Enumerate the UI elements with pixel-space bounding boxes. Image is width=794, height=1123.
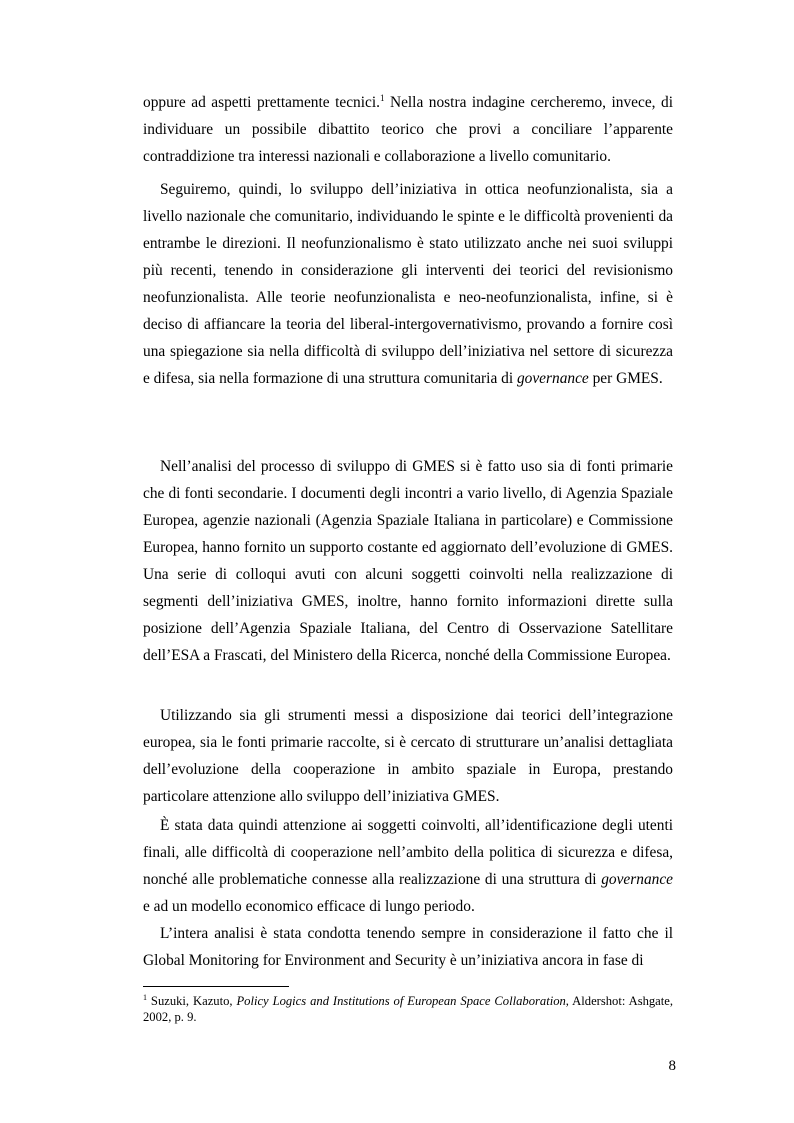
paragraph-5-text-end: e ad un modello economico efficace di lungo periodo. xyxy=(143,898,475,915)
paragraph-1 xyxy=(143,89,673,170)
paragraph-2 xyxy=(143,176,673,392)
footnote-marker: 1 xyxy=(143,992,147,1002)
paragraph-2-text: Seguiremo, quindi, lo sviluppo dell’iniziativa in ottica neofunzionalista, sia a livello nazionale che comunitario, individuando le spinte e le difficoltà provenienti da entrambe le direzioni. Il neofunzionalismo è stato utilizzato anche nei suoi sviluppi più recenti, tenendo in considerazione gli interventi dei teorici del revisionismo neofunzionalista. Alle teorie neofunzionalista e neo-neofunzionalista, infine, si è deciso di affiancare la teoria del liberal-intergovernativismo, provando a fornire così una spiegazione sia nella difficoltà di sviluppo dell’iniziativa nel settore di sicurezza e difesa, sia nella formazione di una struttura comunitaria di xyxy=(143,181,673,387)
footnote-separator xyxy=(143,986,289,987)
paragraph-4 xyxy=(143,702,673,810)
paragraph-3-text: Nell’analisi del processo di sviluppo di GMES si è fatto uso sia di fonti primarie che di fonti secondarie. I documenti degli incontri a vario livello, di Agenzia Spaziale Europea, agenzie nazionali (Agenzia Spaziale Italiana in particolare) e Commissione Europea, hanno fornito un supporto costante ed aggiornato dell’evoluzione di GMES. Una serie di colloqui avuti con alcuni soggetti coinvolti nella realizzazione di segmenti dell’iniziativa GMES, inoltre, hanno fornito informazioni dirette sulla posizione dell’Agenzia Spaziale Italiana, del Centro di Osservazione Satellitare dell’ESA a Frascati, del Ministero della Ricerca, nonché della Commissione Europea. xyxy=(143,458,673,664)
footnote-1 xyxy=(143,993,673,1025)
page-number: 8 xyxy=(668,1058,676,1074)
paragraph-5-text: È stata data quindi attenzione ai soggetti coinvolti, all’identificazione degli utenti finali, alle difficoltà di cooperazione nell’ambito della politica di sicurezza e difesa, nonché alle problematiche connesse alla realizzazione di una struttura di xyxy=(143,817,673,888)
paragraph-1-text-after: Nella nostra indagine cercheremo, invece, di individuare un possibile dibattito teorico che provi a conciliare l’apparente contraddizione tra interessi nazionali e collaborazione a livello comunitario. xyxy=(143,94,673,165)
footnote-publisher: , Aldershot: Ashgate, 2002, p. 9. xyxy=(143,994,674,1024)
paragraph-6 xyxy=(143,920,673,974)
footnote-reference-1[interactable]: 1 xyxy=(379,92,385,103)
paragraph-1-text-before: oppure ad aspetti prettamente tecnici. xyxy=(143,94,380,111)
paragraph-6-text: L’intera analisi è stata condotta tenendo sempre in considerazione il fatto che il Global Monitoring for Environment and Security è un’iniziativa ancora in fase di xyxy=(143,925,673,969)
paragraph-2-text-end: per GMES. xyxy=(588,370,663,387)
paragraph-5 xyxy=(143,812,673,920)
paragraph-2-italic-term: governance xyxy=(516,370,589,387)
paragraph-4-text: Utilizzando sia gli strumenti messi a disposizione dai teorici dell’integrazione europea, sia le fonti primarie raccolte, si è cercato di strutturare un’analisi dettagliata dell’evoluzione della cooperazione in ambito spaziale in Europa, prestando particolare attenzione allo sviluppo dell’iniziativa GMES. xyxy=(143,707,673,805)
paragraph-3 xyxy=(143,453,673,669)
footnote-author: Suzuki, Kazuto, xyxy=(147,994,237,1008)
footnote-title: Policy Logics and Institutions of European Space Collaboration xyxy=(236,994,566,1008)
paragraph-5-italic-term: governance xyxy=(601,871,673,888)
